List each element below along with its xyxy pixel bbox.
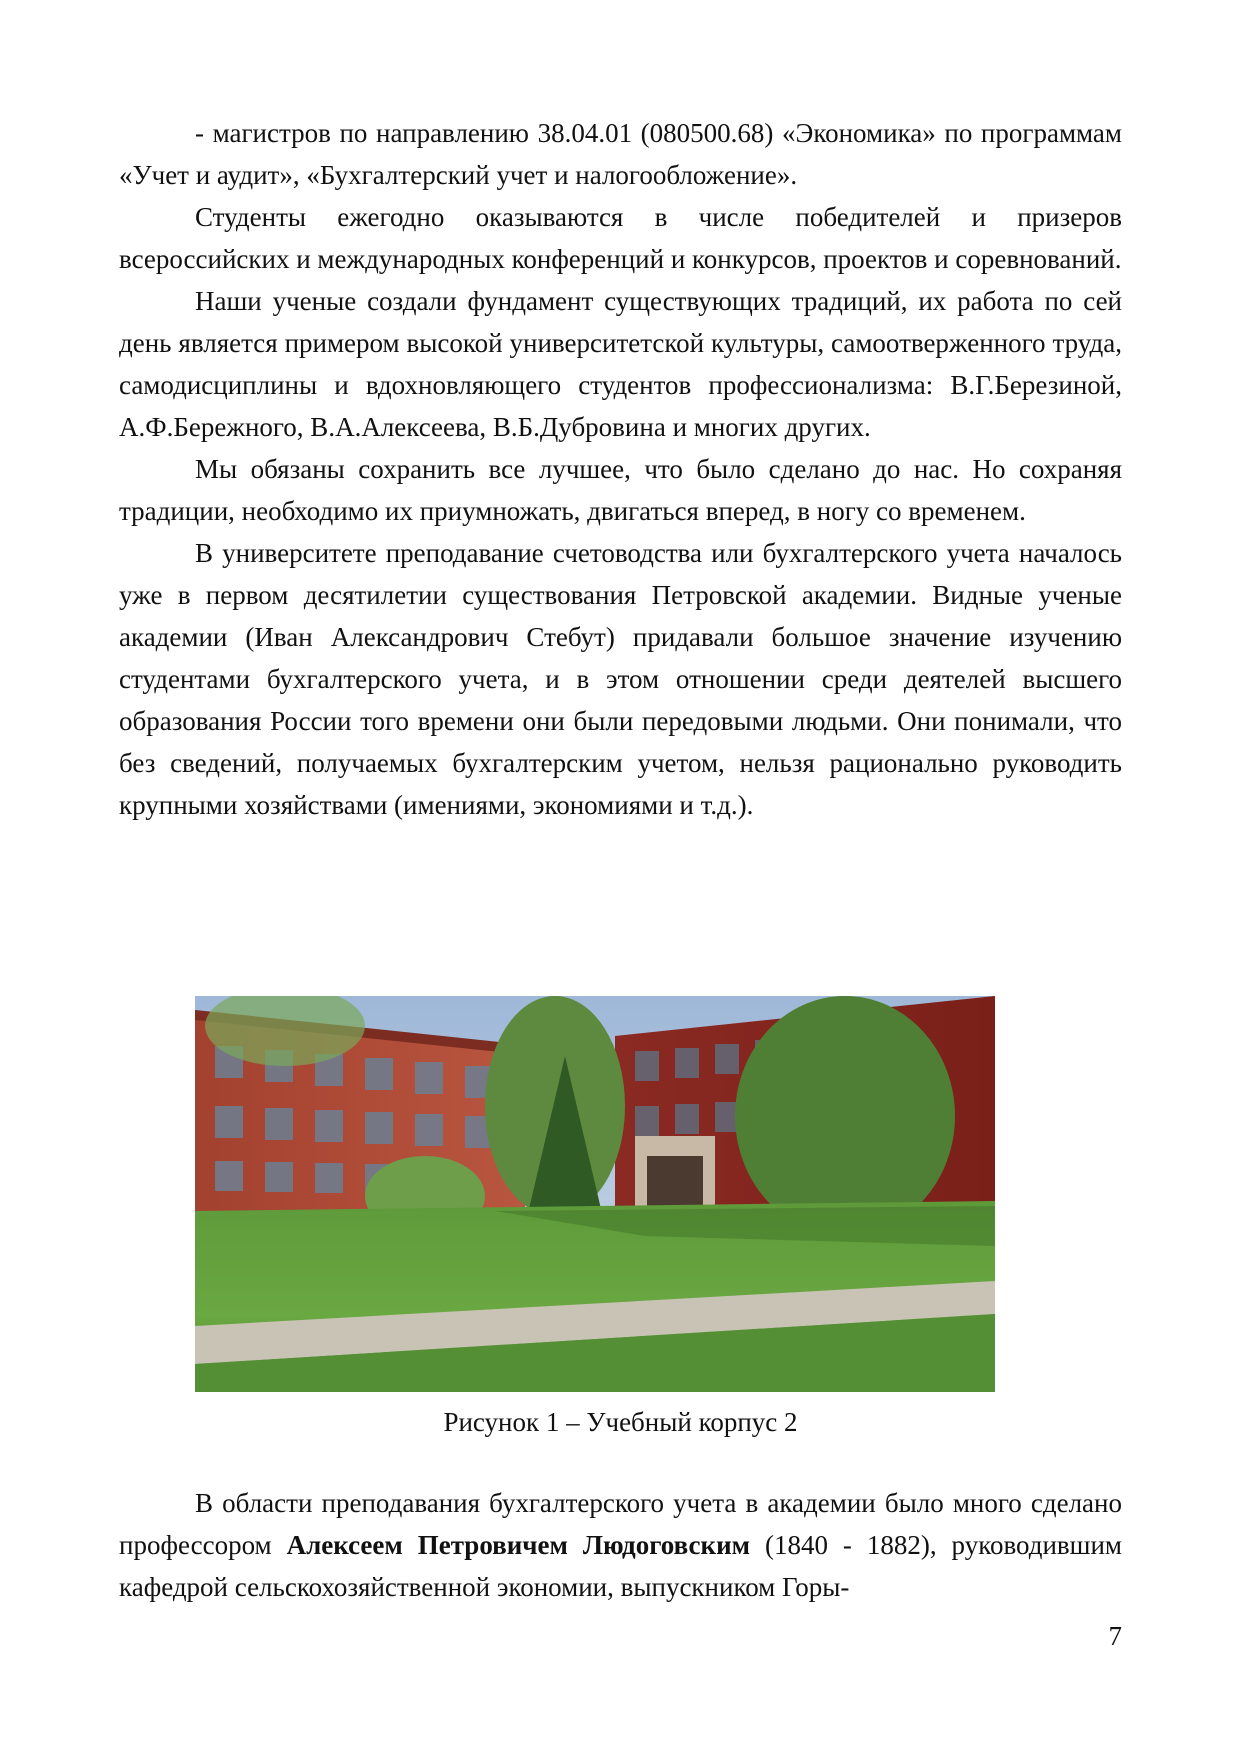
- paragraph: Наши ученые создали фундамент существующих традиций, их работа по сей день является примером высокой университетской культуры, самоотверженного труда, самодисциплины и вдохновляющего студентов профессионализма: В.Г.Березиной, А.Ф.Бережного, В.А.Алексеева, В.Б.Дубровина и многих других.: [119, 286, 1122, 442]
- paragraph-text: В области преподавания бухгалтерского учета в академии было много сделано профессором: [119, 1488, 1122, 1560]
- paragraph: Мы обязаны сохранить все лучшее, что было сделано до нас. Но сохраняя традиции, необходимо их приумножать, двигаться вперед, в ногу со временем.: [119, 454, 1122, 526]
- paragraph: [119, 1482, 1122, 1608]
- figure-caption: Рисунок 1 – Учебный корпус 2: [443, 1407, 798, 1437]
- body-text-continued: [119, 1482, 1122, 1608]
- body-text: [119, 112, 1122, 826]
- professor-name: Алексеем Петровичем Людоговским: [286, 1530, 751, 1560]
- page-number: 7: [1108, 1621, 1122, 1651]
- paragraph-text: (1840 - 1882), руководившим кафедрой сельскохозяйственной экономии, выпускником Горы-: [119, 1530, 1122, 1602]
- paragraph: Студенты ежегодно оказываются в числе победителей и призеров всероссийских и международных конференций и конкурсов, проектов и соревнований.: [119, 202, 1122, 274]
- paragraph: В университете преподавание счетоводства или бухгалтерского учета началось уже в первом десятилетии существования Петровской академии. Видные ученые академии (Иван Александрович Стебут) придавали большое значение изучению студентами бухгалтерского учета, и в этом отношении среди деятелей высшего образования России того времени они были передовыми людьми. Они понимали, что без сведений, получаемых бухгалтерским учетом, нельзя рационально руководить крупными хозяйствами (имениями, экономиями и т.д.).: [119, 538, 1122, 820]
- campus-building-photo: [195, 996, 995, 1392]
- paragraph: - магистров по направлению 38.04.01 (080500.68) «Экономика» по программам «Учет и аудит», «Бухгалтерский учет и налогообложение».: [119, 118, 1122, 190]
